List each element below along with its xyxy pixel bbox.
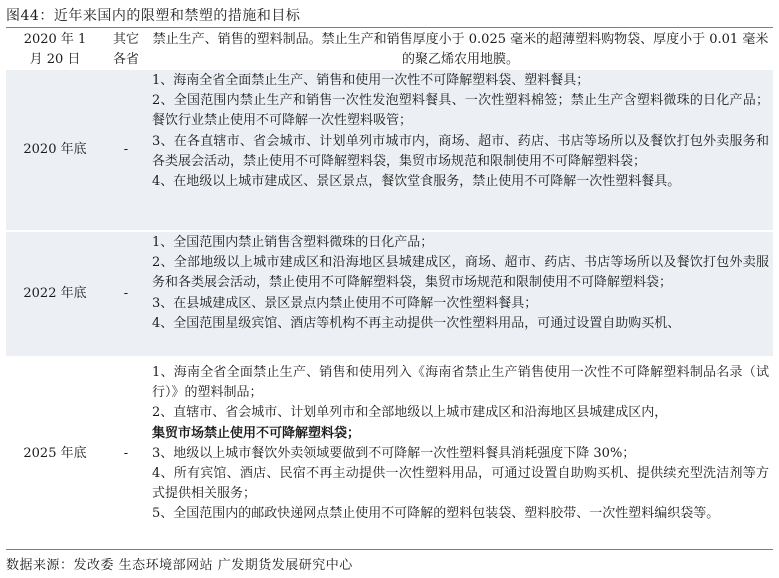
scope-cell: - <box>123 446 129 461</box>
content-line: 3、在各直辖市、省会城市、计划单列市城市内，商场、超市、药店、书店等场所以及餐饮打包外卖服务和各类展会活动，禁止使用不可降解塑料袋，集贸市场规范和限制使用不可降解塑料袋； <box>152 133 769 169</box>
content-line: 4、在地级以上城市建成区、景区景点，餐饮堂食服务，禁止使用不可降解一次性塑料餐具。 <box>152 174 681 190</box>
date-cell: 2025 年底 <box>23 446 87 461</box>
scope-cell: - <box>123 286 129 301</box>
content-line: 2、全部地级以上城市建成区和沿海地区县城建成区，商场、超市、药店、书店等场所以及餐饮打包外卖服务和各类展会活动，禁止使用不可降解塑料袋，集贸市场规范和限制使用不可降解塑料袋； <box>152 255 769 291</box>
content-line: 2、直辖市、省会城市、计划单列市和全部地级以上城市建成区和沿海地区县城建成区内， <box>152 405 668 421</box>
table-row <box>6 70 773 230</box>
content-cell <box>152 71 769 192</box>
content-line: 1、海南全省全面禁止生产、销售和使用列入《海南省禁止生产销售使用一次性不可降解塑料制品名录（试行）》的塑料制品； <box>152 365 769 401</box>
content-line: 5、全国范围内的邮政快递网点禁止使用不可降解的塑料包装袋、塑料胶带、一次性塑料编织袋等。 <box>152 506 720 522</box>
content-line: 1、全国范围内禁止销售含塑料微珠的日化产品； <box>152 235 434 250</box>
bottom-rule <box>6 549 773 550</box>
content-line: 1、海南全省全面禁止生产、销售和使用一次性不可降解塑料袋、塑料餐具； <box>152 73 590 88</box>
date-cell: 2020 年 1 月 20 日 <box>23 32 87 67</box>
content-cell <box>152 363 769 525</box>
content-line: 2、全国范围内禁止生产和销售一次性发泡塑料餐具、一次性塑料棉签；禁止生产含塑料微珠的日化产品；餐饮行业禁止使用不可降解一次性塑料吸管； <box>152 93 769 129</box>
scope-cell: 其它各省 <box>112 32 139 67</box>
content-line-emphasis: 集贸市场禁止使用不可降解塑料袋； <box>152 425 361 441</box>
table-row <box>6 360 773 548</box>
table-row <box>6 30 773 70</box>
figure-title: 图44：近年来国内的限塑和禁塑的措施和目标 <box>6 8 301 24</box>
table-row <box>6 232 773 356</box>
content-line: 3、地级以上城市餐饮外卖领域要做到不可降解一次性塑料餐具消耗强度下降 30%； <box>152 445 636 461</box>
scope-cell: - <box>123 142 129 157</box>
content-line: 3、在县城建成区、景区景点内禁止使用不可降解一次性塑料餐具； <box>152 295 538 311</box>
content-line: 4、全国范围星级宾馆、酒店等机构不再主动提供一次性塑料用品，可通过设置自助购买机、 <box>152 315 681 331</box>
top-rule <box>6 27 773 28</box>
content-cell <box>152 233 769 334</box>
date-cell: 2020 年底 <box>23 142 87 157</box>
source-note: 数据来源：发改委 生态环境部网站 广发期货发展研究中心 <box>6 558 353 573</box>
content-line: 4、所有宾馆、酒店、民宿不再主动提供一次性塑料用品，可通过设置自助购买机、提供续充型洗洁剂等方式提供相关服务； <box>152 466 769 502</box>
content-cell <box>152 30 769 70</box>
content-line: 禁止生产、销售的塑料制品。禁止生产和销售厚度小于 0.025 毫米的超薄塑料购物袋、厚度小于 0.01 毫米的聚乙烯农用地膜。 <box>152 32 769 68</box>
date-cell: 2022 年底 <box>23 286 87 301</box>
